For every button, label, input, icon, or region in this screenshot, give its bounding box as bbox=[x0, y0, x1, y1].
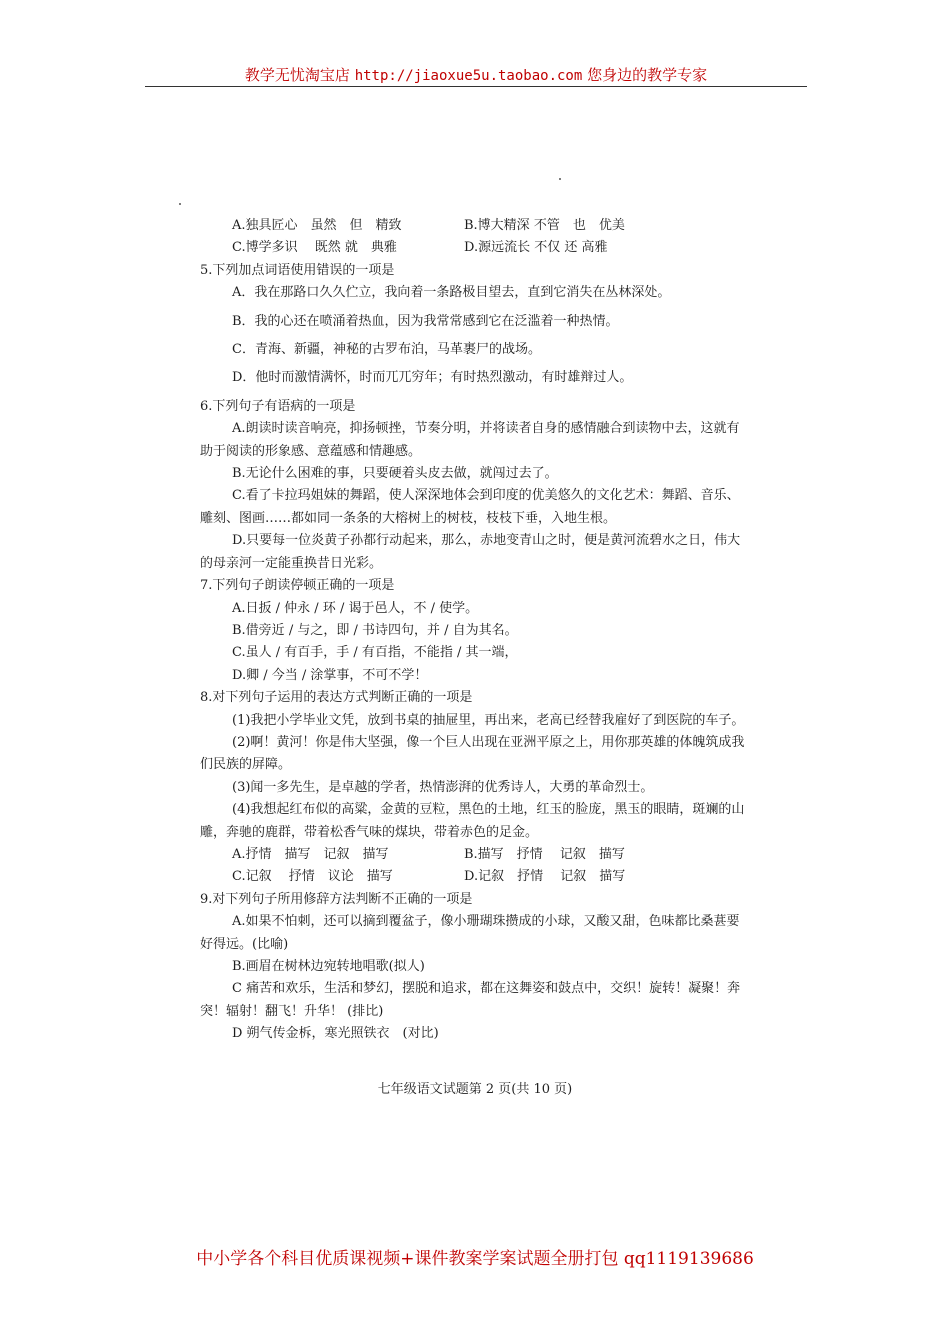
q9-option-c: C 痛苦和欢乐，生活和梦幻，摆脱和追求，都在这舞姿和鼓点中，交织！旋转！凝聚！奔突！辐射！翻飞！升华！ (排比) bbox=[200, 981, 741, 1019]
q5-option-b: B．我的心还在喷涌着热血，因为我常常感到它在泛滥着一种热情。 bbox=[232, 313, 619, 329]
q6-option-c: C.看了卡拉玛姐妹的舞蹈，使人深深地体会到印度的优美悠久的文化艺术：舞蹈、音乐、雕刻、图画……都如同一条条的大榕树上的树枝，枝枝下垂，入地生根。 bbox=[200, 488, 740, 526]
q4-options-row2 bbox=[200, 237, 745, 259]
q4-option-b: B.博大精深 不管 也 优美 bbox=[464, 218, 625, 233]
q8-sentence-2: (2)啊！黄河！你是伟大坚强，像一个巨人出现在亚洲平原之上，用你那英雄的体魄筑成我们民族的屏障。 bbox=[200, 734, 745, 773]
q6-option-a: A.朗读时读音响亮，抑扬顿挫，节奏分明，并将读者自身的感情融合到读物中去，这就有助于阅读的形象感、意蕴感和情趣感。 bbox=[200, 421, 740, 459]
q6-stem: 6.下列句子有语病的一项是 bbox=[200, 398, 356, 414]
q7-stem: 7.下列句子朗读停顿正确的一项是 bbox=[200, 578, 395, 594]
q4-option-c: C.博学多识 既然 就 典雅 bbox=[232, 240, 397, 256]
q8-option-d: D.记叙 抒情 记叙 描写 bbox=[464, 869, 626, 885]
q4-option-d: D.源远流长 不仅 还 高雅 bbox=[464, 240, 608, 256]
q7-option-d: D.卿 / 今当 / 涂掌事，不可不学！ bbox=[232, 667, 428, 683]
q8-stem: 8.对下列句子运用的表达方式判断正确的一项是 bbox=[200, 690, 473, 706]
q9-option-a: A.如果不怕刺，还可以摘到覆盆子，像小珊瑚珠攒成的小球，又酸又甜，色味都比桑葚要好得远。(比喻) bbox=[200, 914, 740, 952]
q8-options-row2 bbox=[200, 866, 745, 888]
q9-stem: 9.对下列句子所用修辞方法判断不正确的一项是 bbox=[200, 891, 473, 907]
shop-slogan: 您身边的教学专家 bbox=[587, 66, 708, 84]
q4-option-a: A.独具匠心 虽然 但 精致 bbox=[232, 218, 402, 233]
scan-speck bbox=[179, 203, 181, 205]
q8-option-c: C.记叙 抒情 议论 描写 bbox=[232, 869, 393, 885]
page-number: 七年级语文试题第 2 页(共 10 页) bbox=[377, 1082, 573, 1097]
exam-content bbox=[200, 215, 745, 1046]
q8-option-b: B.描写 抒情 记叙 描写 bbox=[464, 846, 625, 862]
q9-option-b: B.画眉在树林边宛转地唱歌(拟人) bbox=[232, 959, 425, 974]
q6-option-b: B.无论什么困难的事，只要硬着头皮去做，就闯过去了。 bbox=[232, 466, 558, 482]
q6-option-d: D.只要每一位炎黄子孙都行动起来，那么，赤地变青山之时，便是黄河流碧水之日，伟大的母亲河一定能重换昔日光彩。 bbox=[200, 533, 741, 571]
q7-option-b: B.借旁近 / 与之，即 / 书诗四句，并 / 自为其名。 bbox=[232, 622, 518, 638]
q5-option-a: A．我在那路口久久伫立，我向着一条路极目望去，直到它消失在丛林深处。 bbox=[232, 285, 671, 301]
scan-speck bbox=[559, 178, 561, 180]
q8-sentence-1: (1)我把小学毕业文凭，放到书桌的抽屉里，再出来，老高已经替我雇好了到医院的车子。 bbox=[232, 712, 745, 728]
q7-option-a: A.日扳 / 仲永 / 环 / 谒于邑人，不 / 使学。 bbox=[232, 600, 479, 616]
q9-option-d: D 朔气传金柝，寒光照铁衣 (对比) bbox=[232, 1026, 439, 1042]
q8-options-row1 bbox=[200, 844, 745, 866]
q5-option-c: C．青海、新疆，神秘的古罗布泊，马革裹尸的战场。 bbox=[232, 342, 541, 358]
shop-name: 教学无忧淘宝店 bbox=[244, 66, 350, 84]
q8-option-a: A.抒情 描写 记叙 描写 bbox=[232, 846, 389, 862]
q5-option-d: D．他时而激情满怀，时而兀兀穷年；有时热烈激动，有时雄辩过人。 bbox=[232, 370, 633, 386]
shop-url[interactable]: http://jiaoxue5u.taobao.com bbox=[354, 68, 583, 84]
q4-options-row1 bbox=[200, 215, 745, 237]
q8-sentence-4: (4)我想起红布似的高粱，金黄的豆粒，黑色的土地，红玉的脸庞，黑玉的眼睛，斑斓的山雕，奔驰的鹿群，带着松香气味的煤块，带着赤色的足金。 bbox=[200, 802, 745, 840]
promo-banner: 中小学各个科目优质课视频+课件教案学案试题全册打包 qq1119139686 bbox=[196, 1249, 754, 1269]
page-header bbox=[145, 64, 807, 87]
q7-option-c: C.虽人 / 有百手，手 / 有百指，不能指 / 其一端， bbox=[232, 645, 518, 661]
q8-sentence-3: (3)闻一多先生，是卓越的学者，热情澎湃的优秀诗人，大勇的革命烈士。 bbox=[232, 779, 654, 795]
q5-stem: 5.下列加点词语使用错误的一项是 bbox=[200, 262, 395, 278]
